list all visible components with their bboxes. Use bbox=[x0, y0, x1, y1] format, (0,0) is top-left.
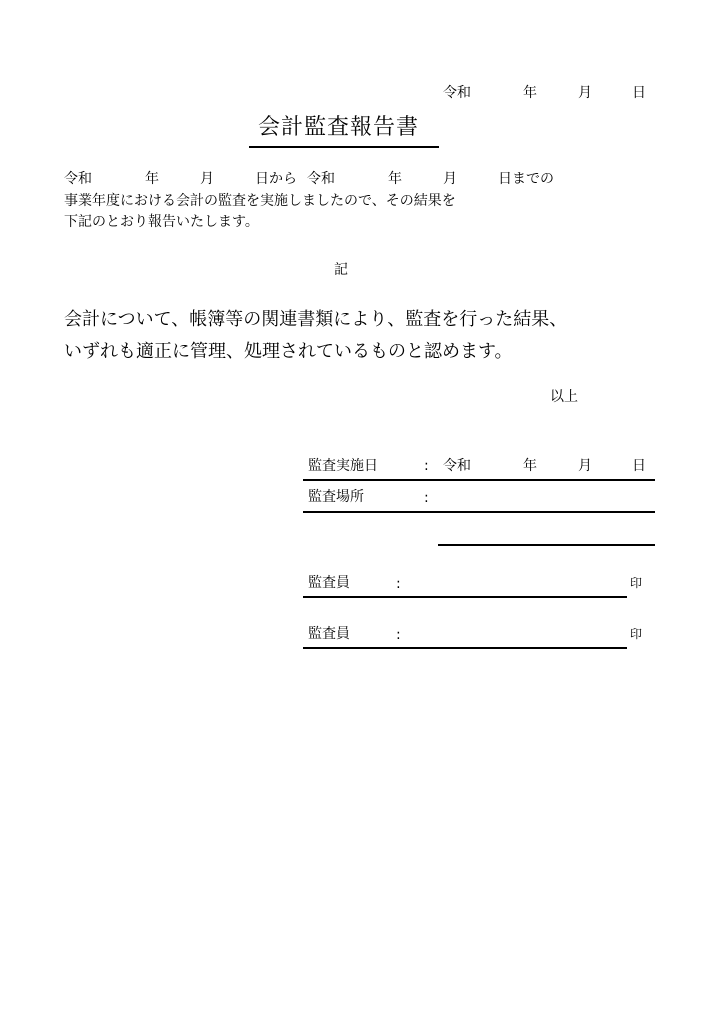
intro-line-3: 下記のとおり報告いたします。 bbox=[64, 214, 259, 230]
header-date-day: 日 bbox=[632, 85, 646, 101]
statement-line-2: いずれも適正に管理、処理されているものと認めます。 bbox=[64, 341, 513, 362]
auditor-2-line[interactable] bbox=[303, 647, 627, 649]
auditor-1-label: 監査員 bbox=[308, 575, 350, 591]
statement-line-1: 会計について、帳簿等の関連書類により、監査を行った結果、 bbox=[64, 309, 568, 330]
auditor-1-colon: : bbox=[396, 576, 401, 592]
ki-heading: 記 bbox=[334, 262, 348, 278]
audit-place-colon: : bbox=[424, 490, 429, 506]
audit-date-era: 令和 bbox=[443, 458, 471, 474]
auditor-2-label: 監査員 bbox=[308, 626, 350, 642]
audit-place-extra-line[interactable] bbox=[438, 544, 655, 546]
page-title: 会計監査報告書 bbox=[258, 115, 420, 140]
audit-date-line[interactable] bbox=[303, 479, 655, 481]
auditor-2-colon: : bbox=[396, 627, 401, 643]
title-underline bbox=[249, 146, 439, 148]
closing-text: 以上 bbox=[550, 389, 578, 405]
header-date-year: 年 bbox=[523, 85, 537, 101]
audit-date-day: 日 bbox=[632, 458, 646, 474]
audit-date-month: 月 bbox=[578, 458, 592, 474]
auditor-2-seal: 印 bbox=[630, 627, 643, 641]
audit-date-colon: : bbox=[424, 458, 429, 474]
period-start-year: 年 bbox=[145, 171, 159, 187]
period-end-day: 日までの bbox=[498, 171, 554, 187]
audit-place-label: 監査場所 bbox=[308, 489, 364, 505]
period-end-month: 月 bbox=[443, 171, 457, 187]
period-start-month: 月 bbox=[200, 171, 214, 187]
audit-place-line[interactable] bbox=[303, 511, 655, 513]
header-date-month: 月 bbox=[578, 85, 592, 101]
period-start-era: 令和 bbox=[64, 171, 92, 187]
period-end-era: 令和 bbox=[307, 171, 335, 187]
header-date-era: 令和 bbox=[443, 85, 471, 101]
period-start-day: 日から bbox=[255, 171, 297, 187]
period-end-year: 年 bbox=[388, 171, 402, 187]
auditor-1-line[interactable] bbox=[303, 596, 627, 598]
audit-date-label: 監査実施日 bbox=[308, 458, 378, 474]
auditor-1-seal: 印 bbox=[630, 576, 643, 590]
intro-line-2: 事業年度における会計の監査を実施しましたので、その結果を bbox=[64, 193, 456, 209]
audit-date-year: 年 bbox=[523, 458, 537, 474]
